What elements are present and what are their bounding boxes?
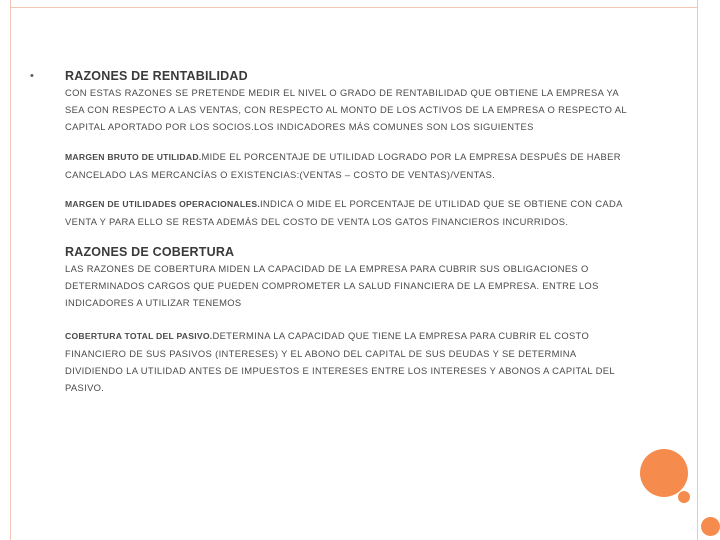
slide-frame-top-line [10,7,698,8]
decorative-corner-circle [701,517,720,536]
list-bullet: • [30,70,34,82]
text-margen-bruto: MIDE EL PORCENTAJE DE UTILIDAD LOGRADO POR LA EMPRESA DESPUÉS DE HABER CANCELADO LAS MERCANCÍAS O EXISTENCIAS:(VENTAS – COSTO DE VENTAS)/VENTAS. [65,151,621,180]
intro-rentabilidad [65,84,630,135]
intro-cobertura [65,260,630,311]
intro-rentabilidad-text: CON ESTAS RAZONES SE PRETENDE MEDIR EL NIVEL O GRADO DE RENTABILIDAD QUE OBTIENE LA EMPRESA YA SEA CON RESPECTO A LAS VENTAS, CON RESPECTO AL MONTO DE LOS ACTIVOS DE LA EMPRESA O RESPECTO AL CAPITAL APORTADO POR LOS SOCIOS.LOS INDICADORES MÁS COMUNES SON LOS SIGUIENTES [65,87,627,132]
decorative-small-circle [678,491,690,503]
term-cobertura-total: COBERTURA TOTAL DEL PASIVO. [65,331,213,341]
slide-frame-left-line [10,0,11,540]
intro-cobertura-text: LAS RAZONES DE COBERTURA MIDEN LA CAPACIDAD DE LA EMPRESA PARA CUBRIR SUS OBLIGACIONES O DETERMINADOS CARGOS QUE PUEDEN COMPROMETER LA SALUD FINANCIERA DE LA EMPRESA. ENTRE LOS INDICADORES A UTILIZAR TENEMOS [65,263,599,308]
item-margen-bruto [65,148,630,183]
decorative-large-circle [640,449,688,497]
item-cobertura-total [65,327,630,396]
term-margen-operacional: MARGEN DE UTILIDADES OPERACIONALES. [65,199,260,209]
text-margen-operacional: INDICA O MIDE EL PORCENTAJE DE UTILIDAD QUE SE OBTIENE CON CADA VENTA Y PARA ELLO SE RESTA ADEMÁS DEL COSTO DE VENTA LOS GATOS FINANCIEROS INCURRIDOS. [65,198,623,227]
slide-content [65,68,630,396]
term-margen-bruto: MARGEN BRUTO DE UTILIDAD. [65,152,202,162]
item-margen-operacional [65,195,630,230]
text-cobertura-total: DETERMINA LA CAPACIDAD QUE TIENE LA EMPRESA PARA CUBRIR EL COSTO FINANCIERO DE SUS PASIVOS (INTERESES) Y EL ABONO DEL CAPITAL DE SUS DEUDAS Y SE DETERMINA DIVIDIENDO LA UTILIDAD ANTES DE IMPUESTOS E INTERESES ENTRE LOS INTERESES Y ABONOS A CAPITAL DEL PASIVO. [65,330,615,393]
heading-cobertura: RAZONES DE COBERTURA [65,245,235,259]
slide-frame-right-line [697,0,698,540]
heading-rentabilidad: RAZONES DE RENTABILIDAD [65,69,248,83]
